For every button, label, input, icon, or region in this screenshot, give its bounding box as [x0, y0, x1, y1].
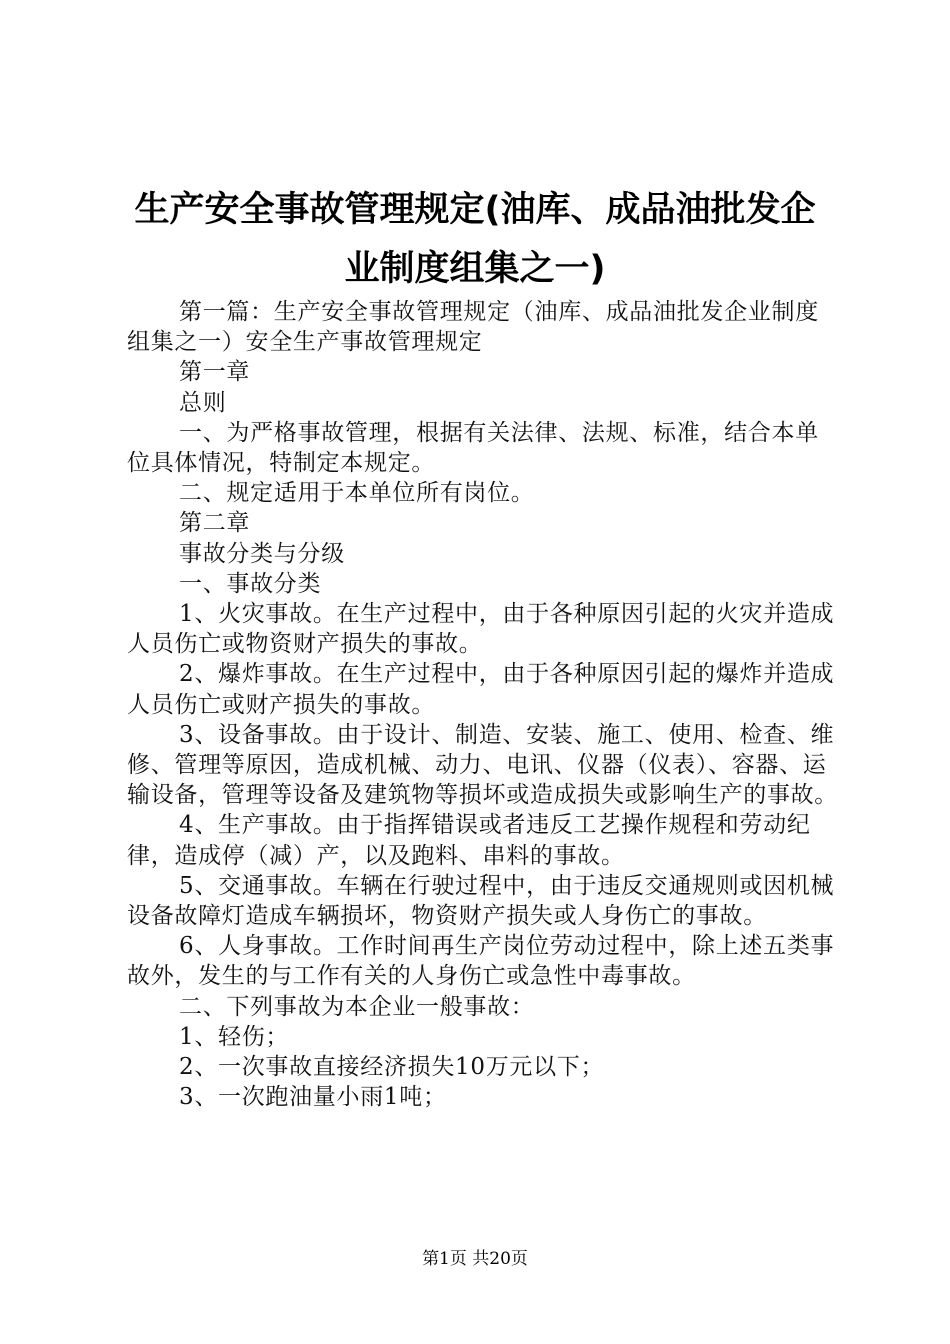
list-item: 6、人身事故。工作时间再生产岗位劳动过程中，除上述五类事故外，发生的与工作有关的人身伤亡或急性中毒事故。 — [127, 933, 835, 990]
paragraph: 第一篇：生产安全事故管理规定（油库、成品油批发企业制度组集之一）安全生产事故管理规定 — [127, 299, 819, 356]
list-item: 2、爆炸事故。在生产过程中，由于各种原因引起的爆炸并造成人员伤亡或财产损失的事故。 — [127, 661, 835, 718]
list-item: 1、火灾事故。在生产过程中，由于各种原因引起的火灾并造成人员伤亡或物资财产损失的事故。 — [127, 601, 835, 658]
subsection-heading: 二、下列事故为本企业一般事故： — [179, 993, 535, 1020]
section-heading: 事故分类与分级 — [179, 540, 345, 567]
subsection-heading: 一、事故分类 — [179, 570, 322, 597]
chapter-heading: 第一章 — [179, 359, 251, 386]
list-item: 3、一次跑油量小雨1吨； — [179, 1084, 447, 1111]
document-title-line-2: 业制度组集之一) — [344, 249, 606, 289]
paragraph: 一、为严格事故管理，根据有关法律、法规、标准，结合本单位具体情况，特制定本规定。 — [127, 419, 819, 477]
list-item: 3、设备事故。由于设计、制造、安装、施工、使用、检查、维修、管理等原因，造成机械、动力、电讯、仪器（仪表）、容器、运输设备，管理等设备及建筑物等损坏或造成损失或影响生产的事故。 — [127, 721, 838, 809]
document-body — [127, 297, 839, 1112]
list-item: 2、一次事故直接经济损失10万元以下； — [179, 1054, 605, 1081]
page-footer: 第1页 共20页 — [422, 1249, 528, 1269]
list-item: 4、生产事故。由于指挥错误或者违反工艺操作规程和劳动纪律，造成停（减）产，以及跑料、串料的事故。 — [127, 812, 811, 869]
chapter-heading: 第二章 — [179, 510, 251, 537]
paragraph: 二、规定适用于本单位所有岗位。 — [179, 480, 535, 507]
list-item: 5、交通事故。车辆在行驶过程中，由于违反交通规则或因机械设备故障灯造成车辆损坏，物资财产损失或人身伤亡的事故。 — [127, 872, 835, 930]
list-item: 1、轻伤； — [179, 1023, 290, 1050]
section-heading: 总则 — [179, 389, 227, 416]
document-title-line-1: 生产安全事故管理规定(油库、成品油批发企 — [134, 190, 816, 230]
